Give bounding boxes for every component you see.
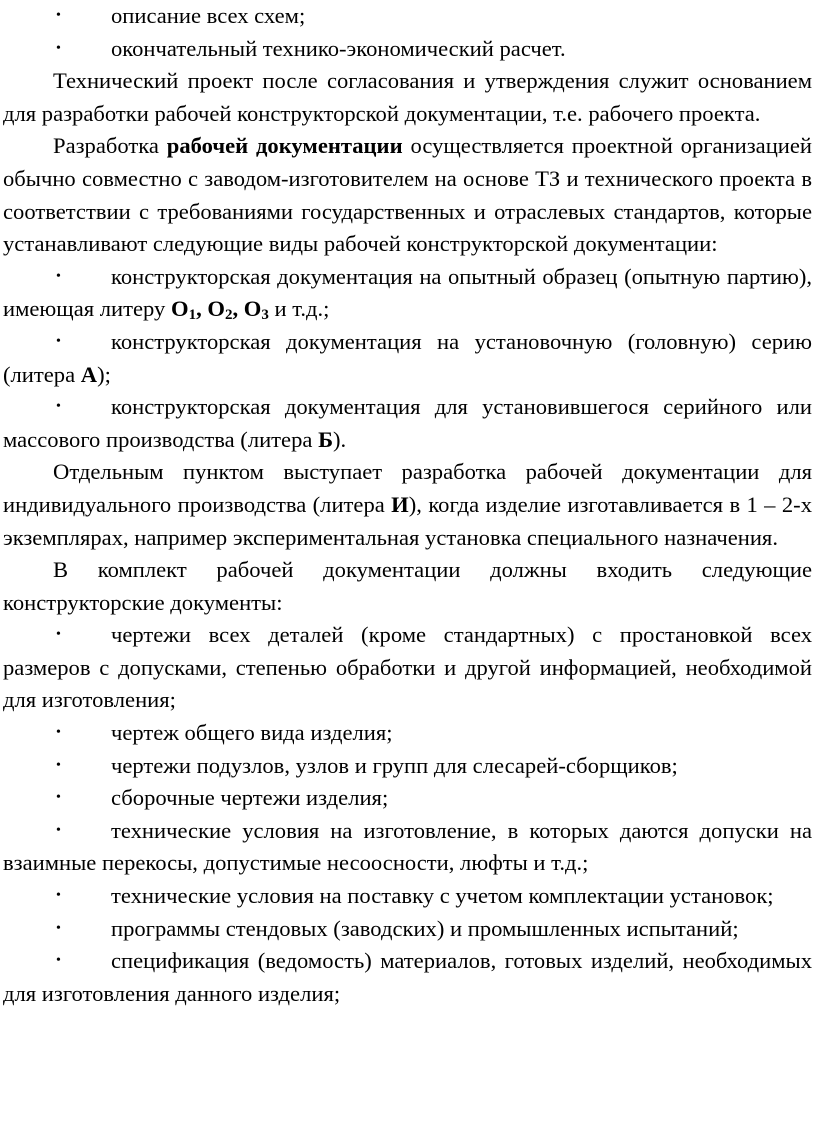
bullet-icon: • [56,725,61,741]
list-item-text: программы стендовых (заводских) и промышленных испытаний; [111,915,739,941]
paragraph-individual [3,456,812,554]
list-item-text: окончательный технико-экономический расчет. [111,35,566,61]
paragraph-set: В комплект рабочей документации должны входить следующие конструкторские документы: [3,557,812,615]
bullet-icon: • [56,790,61,806]
list-item [3,0,812,33]
list-item [3,945,812,1010]
list-item-text: описание всех схем; [111,3,306,28]
list-item-text: конструкторская документация на опытный образец (опытную партию), имеющая литеру [3,263,812,322]
bullet-icon: • [56,920,61,936]
list-item-text: конструкторская документация на установочную (головную) серию (литера [3,328,812,387]
bullet-icon: • [56,399,61,415]
text-run: ). [333,426,347,452]
list-item-text: технические условия на изготовление, в которых даются допуски на взаимные перекосы, допустимые несоосности, люфты и т.д.; [3,817,812,876]
list-item-text: чертежи подузлов, узлов и групп для слесарей-сборщиков; [111,752,678,778]
list-item-text: чертеж общего вида изделия; [111,720,393,746]
list-item [3,391,812,456]
bullet-icon: • [56,268,61,284]
list-item-text: технические условия на поставку с учетом комплектации установок; [111,883,774,909]
bullet-icon: • [56,888,61,904]
list-item [3,717,812,750]
bullet-icon: • [56,627,61,643]
bullet-icon: • [56,40,61,56]
list-item-text: сборочные чертежи изделия; [111,785,389,811]
list-item-text: чертежи всех деталей (кроме стандартных) с простановкой всех размеров с допусками, степенью обработки и другой информацией, необходимой для изготовления; [3,622,812,713]
litera-b: Б [318,426,333,452]
bullet-icon: • [56,8,61,23]
paragraph-technical-project: Технический проект после согласования и утверждения служит основанием для разработки рабочей конструкторской документации, т.е. рабочего проекта. [3,68,812,126]
list-item-text: спецификация (ведомость) материалов, готовых изделий, необходимых для изготовления данного изделия; [3,948,812,1006]
bullet-icon: • [56,822,61,838]
text-run: ), когда изделие изготавливается в 1 – 2-х экземплярах, например экспериментальная установка специального назначения. [3,491,812,550]
text-run: осуществляется проектной организацией обычно совместно с заводом-изготовителем на основе ТЗ и технического проекта в соответствии с требованиями государственных и отраслевых стандартов, которые устанавливают следующие виды рабочей конструкторской документации: [3,133,812,257]
text-run: Отдельным пунктом выступает разработка рабочей документации для индивидуального производства (литера [3,459,812,517]
litera-i: И [391,491,409,517]
text-run: и т.д.; [268,296,330,322]
list-item [3,326,812,391]
list-item [3,619,812,717]
bullet-icon: • [56,333,61,349]
bullet-icon: • [56,757,61,773]
text-run: ); [97,361,111,387]
list-item [3,750,812,783]
list-item [3,33,812,66]
litera-a: А [80,361,98,387]
litera-o1: $О_1$, $О_2$, $О_3$ [170,296,269,324]
paragraph-working-docs [3,130,812,260]
list-item [3,880,812,913]
list-item [3,261,812,326]
list-item [3,815,812,880]
list-item [3,913,812,946]
bold-term: рабочей документации [166,133,403,159]
list-item [3,782,812,815]
bullet-icon: • [56,953,61,969]
text-run: Разработка [53,133,167,159]
list-item-text: конструкторская документация для установившегося серийного или массового производства (литера [3,394,812,452]
